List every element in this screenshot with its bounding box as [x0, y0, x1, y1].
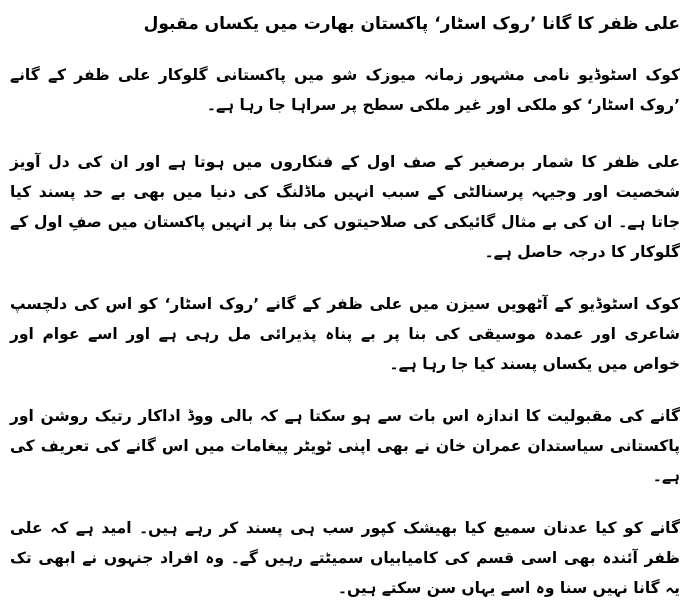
article-paragraph-4: گانے کی مقبولیت کا اندازہ اس بات سے ہو سکتا ہے کہ بالی ووڈ اداکار رتیک روشن اور پاکستانی سیاستدان عمران خان نے بھی اپنی ٹویٹر پیغامات میں اس گانے کی تعریف کی ہے۔ — [10, 407, 680, 485]
article-paragraph-3: کوک اسٹوڈیو کے آٹھویں سیزن میں علی ظفر کے گانے ’روک اسٹار‘ کو اس کی دلچسپ شاعری اور عمدہ موسیقی کی بنا پر بے پناہ پذیرائی مل رہی ہے اور اسے عوام اور خواص میں یکساں پسند کیا جا رہا ہے۔ — [10, 295, 680, 373]
article-paragraph-1: کوک اسٹوڈیو نامی مشہور زمانہ میوزک شو میں پاکستانی گلوکار علی ظفر کے گانے ’روک اسٹار‘ کو ملکی اور غیر ملکی سطح پر سراہا جا رہا ہے۔ — [10, 66, 680, 114]
article-title: علی ظفر کا گانا ’روک اسٹار‘ پاکستان بھارت میں یکساں مقبول — [143, 14, 680, 34]
article-paragraph-2: علی ظفر کا شمار برصغیر کے صف اول کے فنکاروں میں ہوتا ہے اور ان کی دل آویز شخصیت اور وجیہہ پرسنالٹی کے سبب انہیں ماڈلنگ کی دنیا میں بھی بے حد پسند کیا جاتا ہے۔ ان کی بے مثال گائیکی کی صلاحیتوں کی بنا پر انہیں پاکستان میں صفِ اول کے گلوکار کا درجہ حاصل ہے۔ — [10, 153, 680, 261]
article-paragraph-5: گانے کو کیا عدنان سمیع کیا بھیشک کپور سب ہی پسند کر رہے ہیں۔ امید ہے کہ علی ظفر آئندہ بھی اسی قسم کی کامیابیاں سمیٹتے رہیں گے۔ وہ افراد جنہوں نے ابھی تک یہ گانا نہیں سنا وہ اسے یہاں سن سکتے ہیں۔ — [10, 519, 680, 597]
